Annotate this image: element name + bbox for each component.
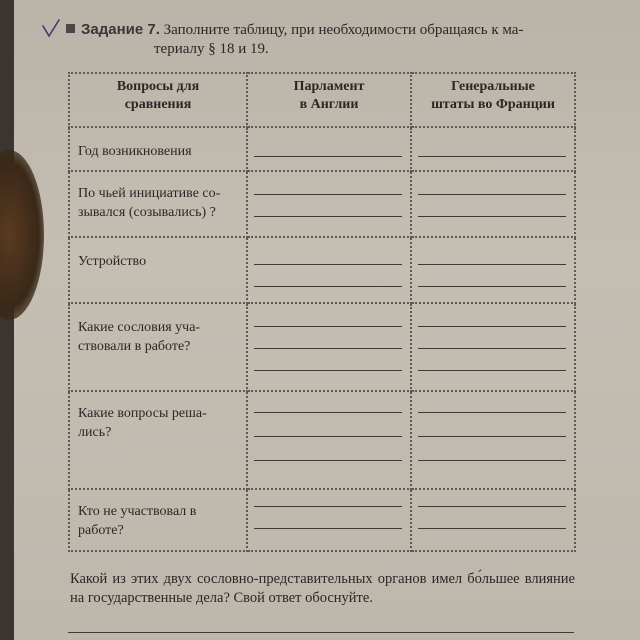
row-question: Год возникновения bbox=[69, 127, 247, 171]
answer-cell-england[interactable] bbox=[247, 237, 411, 303]
answer-cell-france[interactable] bbox=[411, 127, 575, 171]
answer-cell-france[interactable] bbox=[411, 303, 575, 391]
task-text-line1: Заполните таблицу, при необходимости обращаясь к ма- bbox=[163, 22, 524, 38]
answer-cell-france[interactable] bbox=[411, 171, 575, 237]
check-mark-icon bbox=[40, 18, 62, 40]
header-parliament-england: Парламент в Англии bbox=[247, 73, 411, 127]
table-row bbox=[69, 391, 575, 489]
table-header-row bbox=[69, 73, 575, 127]
bullet-icon bbox=[66, 24, 75, 33]
answer-cell-england[interactable] bbox=[247, 303, 411, 391]
header-questions: Вопросы для сравнения bbox=[69, 73, 247, 127]
task-text-line2: териалу § 18 и 19. bbox=[154, 41, 269, 57]
row-question: Устройство bbox=[69, 237, 247, 303]
table-row bbox=[69, 303, 575, 391]
table-row bbox=[69, 237, 575, 303]
table-row bbox=[69, 489, 575, 551]
answer-line[interactable] bbox=[68, 632, 574, 633]
answer-cell-england[interactable] bbox=[247, 489, 411, 551]
header-estates-general-france: Генеральные штаты во Франции bbox=[411, 73, 575, 127]
table-row bbox=[69, 171, 575, 237]
answer-cell-england[interactable] bbox=[247, 391, 411, 489]
row-question: Какие вопросы реша- лись? bbox=[69, 391, 247, 489]
row-question: По чьей инициативе со- зывался (созывались) ? bbox=[69, 171, 247, 237]
answer-cell-england[interactable] bbox=[247, 171, 411, 237]
answer-cell-england[interactable] bbox=[247, 127, 411, 171]
row-question: Какие сословия уча- ствовали в работе? bbox=[69, 303, 247, 391]
table-row bbox=[69, 127, 575, 171]
comparison-table bbox=[68, 72, 576, 552]
answer-cell-france[interactable] bbox=[411, 391, 575, 489]
row-question: Кто не участвовал в работе? bbox=[69, 489, 247, 551]
task-label: Задание 7. bbox=[81, 21, 160, 38]
bottom-question: Какой из этих двух сословно-представительных органов имел бо́льшее влияние на государственные дела? Свой ответ обоснуйте. bbox=[70, 571, 575, 606]
task-header bbox=[66, 20, 586, 59]
finger-shadow bbox=[0, 150, 44, 320]
answer-cell-france[interactable] bbox=[411, 237, 575, 303]
answer-cell-france[interactable] bbox=[411, 489, 575, 551]
